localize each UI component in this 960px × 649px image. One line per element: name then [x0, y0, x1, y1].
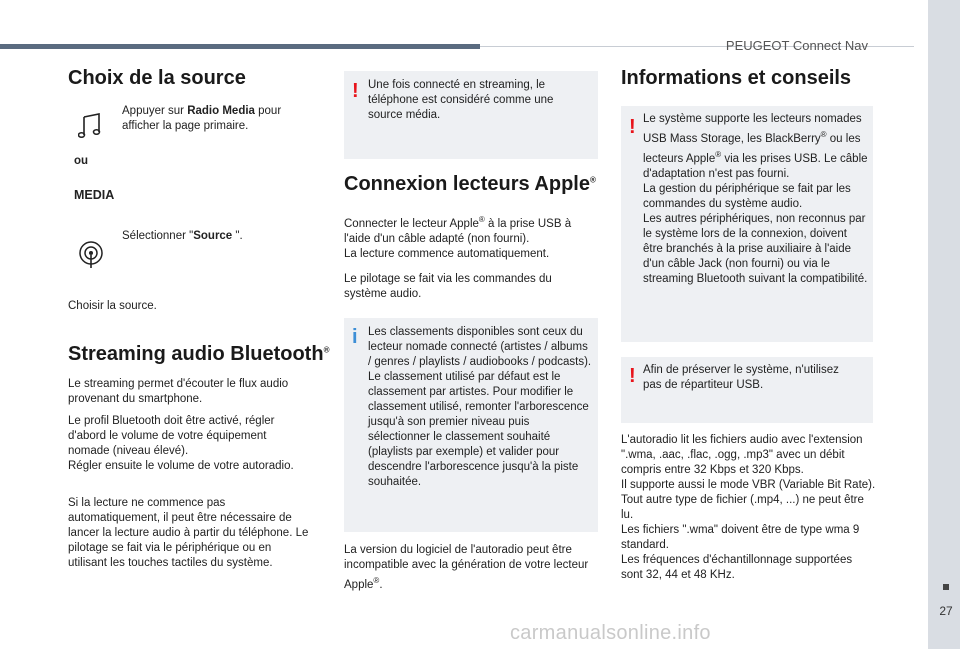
page-number: 27 [939, 604, 953, 618]
warning-note-streaming: ! Une fois connecté en streaming, le téléphone est considéré comme une source média. [344, 71, 598, 159]
watermark: carmanualsonline.info [510, 622, 711, 644]
section-title-apple: Connexion lecteurs Apple® [344, 173, 596, 195]
apple-paragraph-2: Le pilotage se fait via les commandes du système audio. [344, 273, 552, 300]
side-margin [928, 0, 960, 649]
warning-icon: ! [352, 80, 359, 102]
or-label: ou [74, 155, 89, 167]
warning-note-usb: ! Le système supporte les lecteurs nomades USB Mass Storage, les BlackBerry® ou les lecteurs Apple® via les prises USB. Le câble d'adaptation n'est pas fourni. La gestion du périphérique se fait par les commandes du système audio. Les autres périphériques, non reconnus par le système lors de la connexion, doivent être branchés à la prise auxiliaire à l'aide d'un câble Jack (non fourni) ou via le streaming Bluetooth suivant la compatibilité. [621, 106, 873, 342]
warning-icon: ! [629, 116, 636, 138]
apple-paragraph-3: La version du logiciel de l'autoradio peut être incompatible avec la génération de votre lecteur Apple®. [344, 544, 589, 591]
apple-paragraph-1: Connecter le lecteur Apple® à la prise USB à l'aide d'un câble adapté (non fourni). La lecture commence automatiquement. [344, 215, 572, 260]
bt-paragraph-2: Le profil Bluetooth doit être activé, régler d'abord le volume de votre équipement nomade (niveau élevé). Régler ensuite le volume de votre autoradio. [68, 415, 294, 472]
info-note-classements: i Les classements disponibles sont ceux du lecteur nomade connecté (artistes / albums / genres / playlists / audiobooks / podcasts). Le classement utilisé par défaut est le classement par artistes. Pour modifier le classement utilisé, remonter l'arborescence jusqu'à son premier niveau puis sélectionner le classement souhaité (playlists par exemple) et valider pour descendre l'arborescence jusqu'à la piste souhaitée. [344, 318, 598, 532]
source-icon [78, 241, 104, 269]
choose-source-text: Choisir la source. [68, 300, 157, 312]
music-note-icon [78, 113, 102, 139]
section-title-info: Informations et conseils [621, 67, 852, 89]
header-bar [0, 44, 480, 49]
brand-header: PEUGEOT Connect Nav [725, 38, 868, 53]
section-title-bluetooth: Streaming audio Bluetooth® [68, 343, 330, 365]
bt-paragraph-3: Si la lecture ne commence pas automatiquement, il peut être nécessaire de lancer la lecture audio à partir du téléphone. Le pilotage se fait via le périphérique ou en utilisant les touches tactiles du système. [68, 497, 309, 569]
bt-paragraph-1: Le streaming permet d'écouter le flux audio provenant du smartphone. [68, 378, 289, 405]
info-icon: i [352, 326, 358, 348]
warning-note-splitter: ! Afin de préserver le système, n'utilisez pas de répartiteur USB. [621, 357, 873, 423]
section-title-source: Choix de la source [68, 67, 246, 89]
warning-icon: ! [629, 365, 636, 387]
page-marker [943, 584, 949, 590]
media-button-label: MEDIA [74, 188, 115, 202]
step-select-source: Sélectionner "Source ". [122, 230, 243, 242]
step-press-radio-media: Appuyer sur Radio Media pour afficher la page primaire. [122, 105, 282, 132]
audio-format-paragraph: L'autoradio lit les fichiers audio avec l'extension ".wma, .aac, .flac, .ogg, .mp3" avec un débit compris entre 32 Kbps et 320 Kbps. Il supporte aussi le mode VBR (Variable Bit Rate). Tout autre type de fichier (.mp4, ...) ne peut être lu. Les fichiers ".wma" doivent être de type wma 9 standard. Les fréquences d'échantillonnage supportées sont 32, 44 et 48 KHz. [621, 434, 876, 581]
